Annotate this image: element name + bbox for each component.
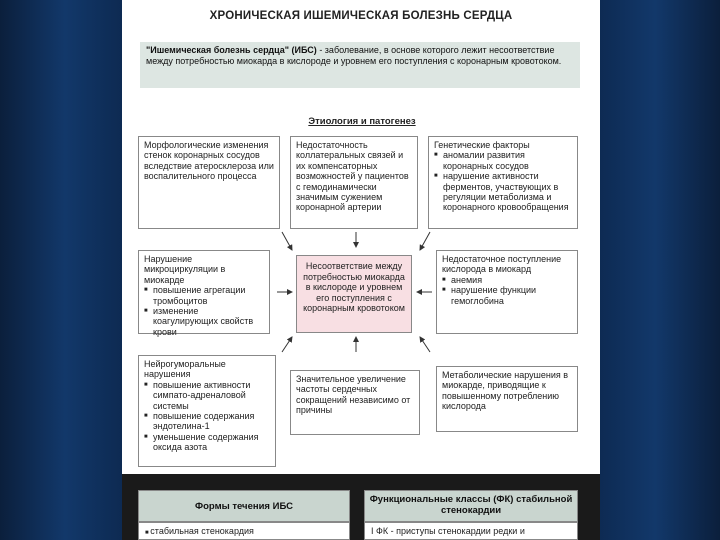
- oxygen-item: ■ анемия: [442, 275, 572, 285]
- forms-header: [138, 490, 350, 522]
- box-collateral-text: Недостаточность коллатеральных связей и их компенсаторных возможностей у пациентов с гемодинамически значимым сужением коронарной артерии: [296, 140, 409, 213]
- box-heart-rate: [290, 370, 420, 435]
- box-micro-title: Нарушение микроциркуляции в миокарде: [144, 254, 226, 285]
- box-genetic-title: Генетические факторы: [434, 140, 530, 150]
- arrow-genetic: [420, 232, 430, 250]
- neuro-item: ■ уменьшение содержания оксида азота: [144, 432, 270, 453]
- page-title: ХРОНИЧЕСКАЯ ИШЕМИЧЕСКАЯ БОЛЕЗНЬ СЕРДЦА: [209, 10, 513, 22]
- neuro-item: ■ повышение содержания эндотелина-1: [144, 411, 270, 432]
- box-oxygen: [436, 250, 578, 334]
- micro-item: ■ изменение коагулирующих свойств крови: [144, 306, 264, 337]
- box-metabolic: [436, 366, 578, 432]
- box-hr-text: Значительное увеличение частоты сердечных сокращений независимо от причины: [296, 374, 411, 416]
- box-center-mismatch: [296, 255, 412, 333]
- section-title: Этиология и патогенез: [308, 116, 416, 127]
- box-morphology: [138, 136, 280, 229]
- forms-item-text: стабильная стенокардия: [150, 526, 254, 536]
- genetic-item: ■ нарушение активности ферментов, участвующих в регуляции метаболизма и коронарного кровообращения: [434, 171, 572, 213]
- bullet-icon: ■: [145, 530, 151, 536]
- fk-item: [364, 522, 578, 540]
- box-oxygen-title: Недостаточное поступление кислорода в миокард: [442, 254, 562, 275]
- definition-text: - заболевание, в основе которого лежит несоответствие между потребностью миокарда в кислороде и уровнем его поступления с коронарным кровотоком.: [146, 45, 562, 66]
- box-microcirculation: [138, 250, 270, 337]
- forms-header-text: Формы течения ИБС: [194, 501, 294, 512]
- arrow-metab: [420, 337, 430, 352]
- definition-term: "Ишемическая болезнь сердца" (ИБС): [146, 45, 317, 55]
- arrow-neuro: [282, 337, 292, 352]
- box-metab-text: Метаболические нарушения в миокарде, приводящие к повышенному потреблению кислорода: [442, 370, 568, 412]
- fk-item-text: I ФК - приступы стенокардии редки и: [371, 526, 525, 536]
- box-morphology-text: Морфологические изменения стенок коронарных сосудов вследствие атеросклероза или воспалительного процесса: [144, 140, 274, 182]
- box-neurohumoral: [138, 355, 276, 467]
- neuro-item: ■ повышение активности симпато-адреналовой системы: [144, 380, 270, 411]
- box-collateral: [290, 136, 418, 229]
- arrow-morph: [282, 232, 292, 250]
- document-page: [122, 0, 600, 540]
- box-genetic: [428, 136, 578, 229]
- forms-item: [138, 522, 350, 540]
- fk-header: [364, 490, 578, 522]
- oxygen-item: ■ нарушение функции гемоглобина: [442, 285, 572, 306]
- micro-item: ■ повышение агрегации тромбоцитов: [144, 285, 264, 306]
- box-center-text: Несоответствие между потребностью миокарда в кислороде и уровнем его поступления с коронарным кровотоком: [303, 261, 405, 314]
- genetic-item: ■ аномалии развития коронарных сосудов: [434, 150, 572, 171]
- box-neuro-title: Нейрогуморальные нарушения: [144, 359, 226, 380]
- fk-header-text: Функциональные классы (ФК) стабильной стенокардии: [369, 494, 573, 516]
